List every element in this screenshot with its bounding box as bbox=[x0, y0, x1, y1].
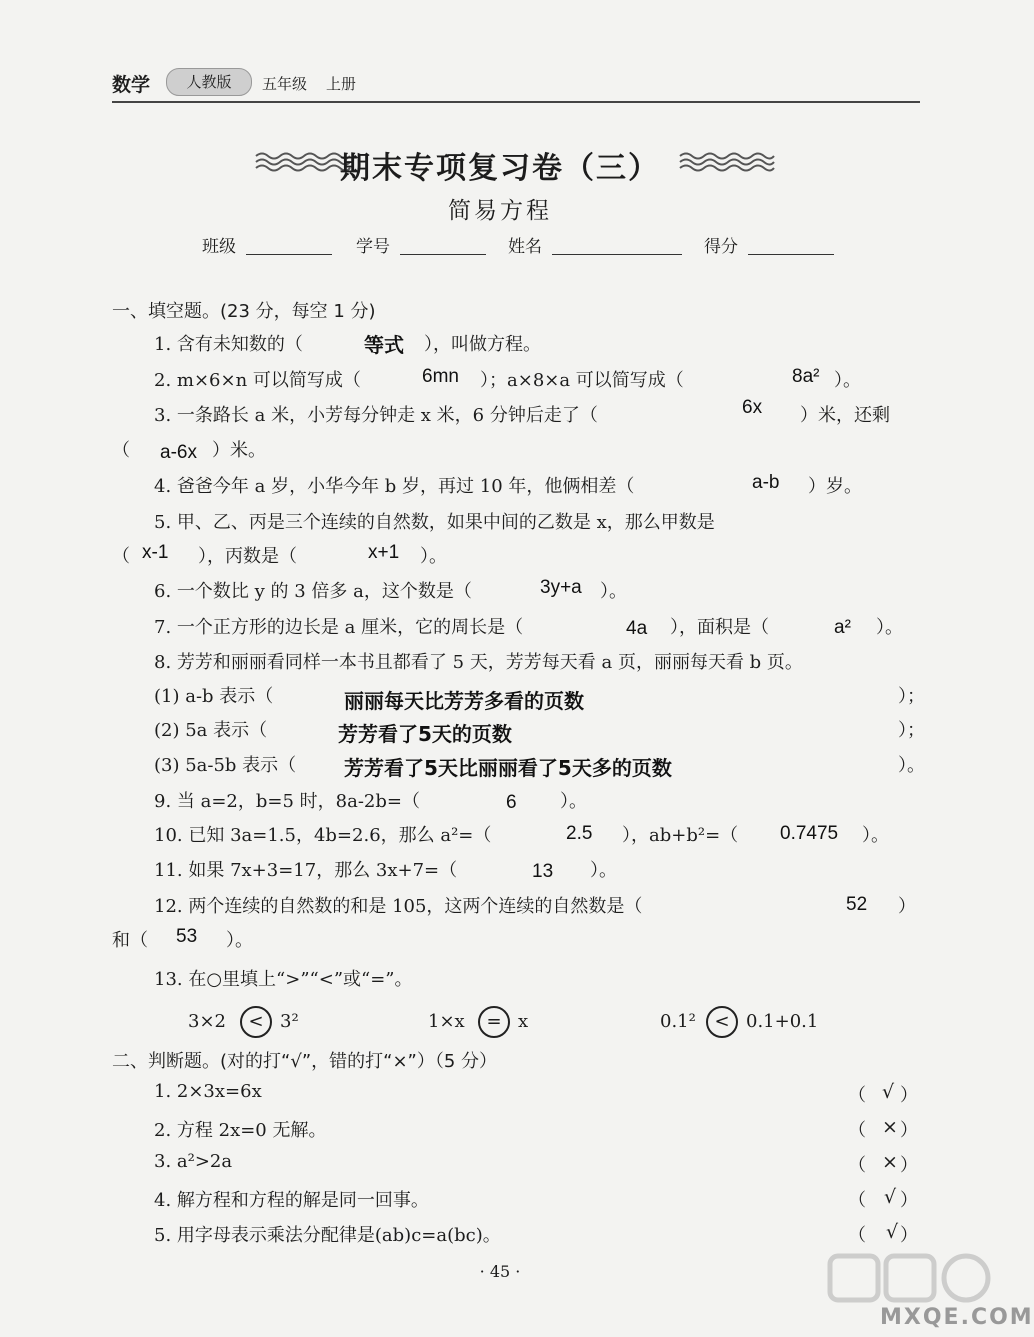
judge-row: 2. 方程 2x=0 无解。 （ × ） bbox=[154, 1116, 918, 1141]
question-row: 11. 如果 7x+3=17，那么 3x+7=（ 13 ）。 bbox=[154, 860, 617, 882]
question-row: (1) a-b 表示（ 丽丽每天比芳芳多看的页数 ）； bbox=[154, 686, 925, 713]
question-row: 和（ 53 ）。 bbox=[112, 926, 253, 951]
header-volume: 上册 bbox=[326, 75, 357, 93]
question-row: (2) 5a 表示（ 芳芳看了5天的页数 ）； bbox=[154, 720, 925, 746]
judge-row: 1. 2×3x=6x （ √ ） bbox=[154, 1081, 918, 1106]
question-row: 2. m×6×n 可以简写成（ 6mn ）；a×8×a 可以简写成（ 8a² ）。 bbox=[154, 366, 861, 391]
watermark-text: MXQE.COM bbox=[880, 1305, 1034, 1330]
answer: 53 bbox=[176, 926, 198, 947]
info-class-field[interactable] bbox=[246, 254, 332, 255]
header-rule bbox=[112, 101, 920, 103]
info-name-label: 姓名 bbox=[508, 237, 542, 257]
info-number-field[interactable] bbox=[400, 254, 486, 255]
info-score-label: 得分 bbox=[704, 237, 738, 257]
answer: 3y+a bbox=[540, 577, 582, 598]
answer: 6mn bbox=[422, 366, 459, 387]
question-row: 4. 爸爸今年 a 岁，小华今年 b 岁，再过 10 年，他俩相差（ a-b ）岁。 bbox=[154, 472, 862, 497]
judge-mark: × bbox=[882, 1116, 898, 1138]
question-row: 7. 一个正方形的边长是 a 厘米，它的周长是（ 4a ），面积是（ a² ）。 bbox=[154, 617, 903, 639]
judge-row: 3. a²>2a （ × ） bbox=[154, 1151, 918, 1176]
question-row: 3. 一条路长 a 米，小芳每分钟走 x 米，6 分钟后走了（ 6x ）米，还剩 bbox=[154, 397, 890, 426]
judge-row: 4. 解方程和方程的解是同一回事。 （ √ ） bbox=[154, 1186, 918, 1211]
answer: 芳芳看了5天比丽丽看了5天多的页数 bbox=[344, 756, 672, 780]
judge-row: 5. 用字母表示乘法分配律是(ab)c=a(bc)。 （ √ ） bbox=[154, 1221, 918, 1246]
question-row: 8. 芳芳和丽丽看同样一本书且都看了 5 天，芳芳每天看 a 页，丽丽每天看 b 页。 bbox=[154, 652, 803, 673]
header-edition-badge: 人教版 bbox=[166, 68, 252, 96]
header-subject: 数学 bbox=[112, 74, 151, 96]
judge-mark: × bbox=[882, 1151, 898, 1173]
question-row: 13. 在○里填上“>”“<”或“=”。 bbox=[154, 969, 413, 990]
answer: 13 bbox=[532, 861, 554, 882]
compare-circle: = bbox=[478, 1006, 510, 1038]
section2-heading: 二、判断题。(对的打“√”，错的打“×”）（5 分） bbox=[112, 1051, 498, 1072]
info-score-field[interactable] bbox=[748, 254, 834, 255]
answer: 0.7475 bbox=[780, 823, 839, 844]
answer: 芳芳看了5天的页数 bbox=[338, 722, 512, 746]
judge-mark: √ bbox=[886, 1221, 899, 1243]
answer: 丽丽每天比芳芳多看的页数 bbox=[344, 689, 584, 713]
compare-circle: < bbox=[706, 1006, 738, 1038]
answer: x+1 bbox=[368, 542, 400, 563]
compare-circle: < bbox=[240, 1006, 272, 1038]
question-row: 6. 一个数比 y 的 3 倍多 a，这个数是（ 3y+a ）。 bbox=[154, 577, 627, 602]
question-row: （ x-1 ），丙数是（ x+1 ）。 bbox=[112, 542, 447, 567]
answer: 等式 bbox=[364, 333, 404, 357]
answer: x-1 bbox=[142, 542, 169, 563]
info-number-label: 学号 bbox=[356, 237, 390, 257]
info-name-field[interactable] bbox=[552, 254, 682, 255]
answer: a-6x bbox=[160, 442, 197, 463]
question-row: 1. 含有未知数的（ 等式 ），叫做方程。 bbox=[0, 330, 1000, 360]
answer: 6 bbox=[506, 792, 517, 813]
section1-heading: 一、填空题。(23 分，每空 1 分) bbox=[112, 301, 376, 322]
judge-mark: √ bbox=[882, 1081, 895, 1103]
answer: 2.5 bbox=[566, 823, 593, 844]
header-grade: 五年级 bbox=[262, 75, 308, 93]
page-title: 期末专项复习卷（三） bbox=[340, 151, 660, 186]
page-subtitle: 简易方程 bbox=[448, 198, 552, 224]
question-row: （ a-6x ）米。 bbox=[112, 440, 266, 463]
question-row: 5. 甲、乙、丙是三个连续的自然数，如果中间的乙数是 x，那么甲数是 bbox=[154, 512, 715, 533]
answer: a² bbox=[834, 617, 851, 638]
answer: 4a bbox=[626, 618, 648, 639]
question-row: 10. 已知 3a=1.5，4b=2.6，那么 a²=（ 2.5 ），ab+b²=（ 0.7475 ）。 bbox=[154, 823, 889, 846]
question-row: (3) 5a-5b 表示（ 芳芳看了5天比丽丽看了5天多的页数 ）。 bbox=[0, 751, 1000, 781]
comparison-row: 3×2 < 3² 1×x = x 0.1² < 0.1+0.1 bbox=[0, 1006, 1000, 1036]
question-row: 12. 两个连续的自然数的和是 105，这两个连续的自然数是（ 52 ） bbox=[154, 894, 916, 917]
info-class-label: 班级 bbox=[202, 237, 236, 257]
answer: 6x bbox=[742, 397, 763, 418]
page-number: · 45 · bbox=[479, 1262, 521, 1281]
answer: 8a² bbox=[792, 366, 820, 387]
judge-mark: √ bbox=[884, 1186, 897, 1208]
answer: 52 bbox=[846, 894, 868, 915]
question-row: 9. 当 a=2，b=5 时，8a-2b=（ 6 ）。 bbox=[154, 791, 587, 813]
answer: a-b bbox=[752, 472, 780, 493]
